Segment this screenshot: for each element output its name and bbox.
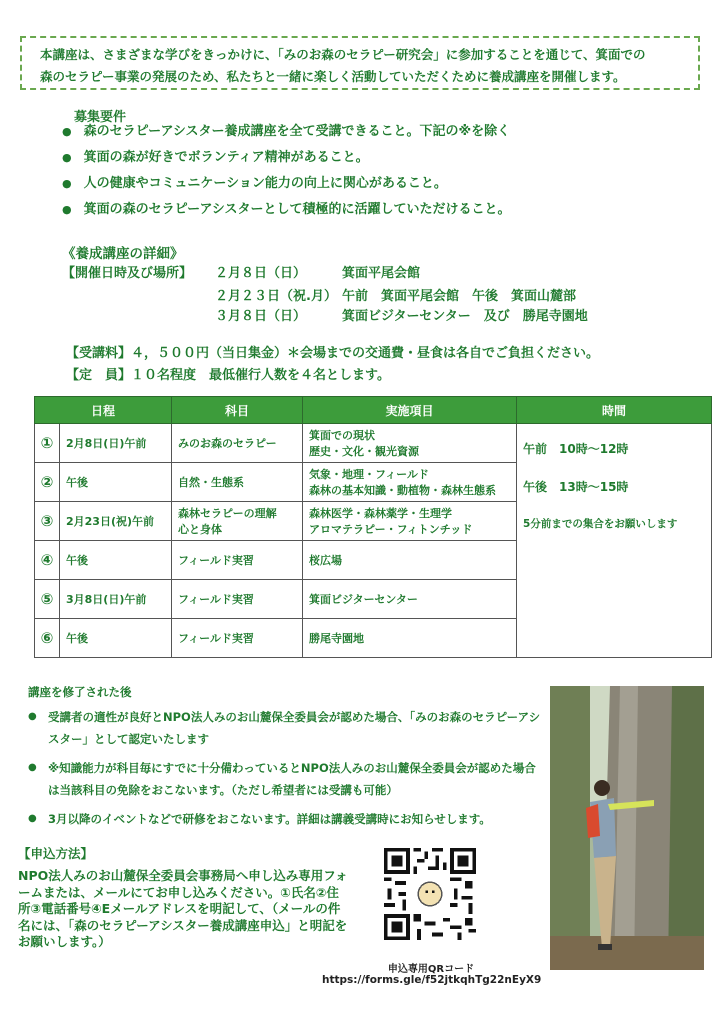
row-number: ①: [35, 424, 60, 463]
row-subject: フィールド実習: [172, 580, 303, 619]
intro-line-2: 森のセラピー事業の発展のため、私たちと一緒に楽しく活動していただくために養成講座を開催します。: [40, 69, 626, 84]
row-item: [303, 502, 517, 541]
requirements-list: [62, 122, 511, 226]
item-line: 箕面での現状: [309, 429, 376, 442]
item-line: 森林医学・森林薬学・生理学: [309, 507, 453, 520]
header-date: 日程: [35, 397, 172, 424]
fee-text: 【受講料】４，５００円（当日集金）＊会場までの交通費・昼食は各自でご負担ください。: [66, 346, 600, 361]
row-number: ④: [35, 541, 60, 580]
item-line: アロマテラピー・フィトンチッド: [309, 523, 473, 536]
time-pm: 午後 13時～15時: [523, 480, 629, 494]
row-date: 2月8日(日)午前: [60, 424, 172, 463]
row-date: 2月23日(祝)午前: [60, 502, 172, 541]
header-time: 時間: [517, 397, 712, 424]
forest-photo: [550, 686, 704, 970]
date-1: ２月８日（日）: [215, 266, 307, 281]
venue-label: 【開催日時及び場所】: [62, 266, 193, 281]
row-date: 午後: [60, 619, 172, 658]
item-line: 歴史・文化・観光資源: [309, 445, 420, 458]
intro-line-1: 本講座は、さまざまな学びをきっかけに、「みのお森のセラピー研究会」に参加することを通じて、箕面での: [40, 47, 646, 62]
row-item: 勝尾寺園地: [303, 619, 517, 658]
schedule-table: [34, 396, 712, 658]
header-item: 実施項目: [303, 397, 517, 424]
requirements-title: 募集要件: [74, 110, 127, 125]
subject-line: 心と身体: [178, 523, 223, 536]
row-subject: [172, 502, 303, 541]
apply-body: NPO法人みのお山麓保全委員会事務局へ申し込み専用フォームまたは、メールにてお申し込みください。①氏名②住所③電話番号④Eメールアドレスを明記して、（メールの件名には、「森のセラピーアシスター養成講座申込」と明記をお願いします。）: [18, 868, 348, 949]
place-3: 箕面ビジターセンター 及び 勝尾寺園地: [342, 309, 588, 324]
list-item: ● 3月以降のイベントなどで研修をおこないます。詳細は講義受講時にお知らせします。: [22, 808, 542, 830]
header-subject: 科目: [172, 397, 303, 424]
row-number: ⑥: [35, 619, 60, 658]
list-item: ● 箕面の森が好きでボランティア精神があること。: [62, 148, 511, 174]
row-date: 午後: [60, 463, 172, 502]
time-am: 午前 10時～12時: [523, 442, 629, 456]
table-row: [35, 424, 712, 463]
row-date: 3月8日(日)午前: [60, 580, 172, 619]
subject-line: 森林セラピーの理解: [178, 507, 277, 520]
date-2: ２月２３日（祝.月）: [215, 289, 337, 304]
details-title: 《養成講座の詳細》: [62, 246, 184, 262]
item-line: 気象・地理・フィールド: [309, 468, 429, 481]
list-item: ● 箕面の森のセラピーアシスターとして積極的に活躍していただけること。: [62, 200, 511, 226]
place-1: 箕面平尾会館: [342, 266, 421, 281]
row-date: 午後: [60, 541, 172, 580]
row-subject: フィールド実習: [172, 619, 303, 658]
qr-code[interactable]: [384, 848, 476, 940]
list-item: ● 人の健康やコミュニケーション能力の向上に関心があること。: [62, 174, 511, 200]
time-note: 5分前までの集合をお願いします: [523, 518, 678, 530]
form-url-link[interactable]: https://forms.gle/f52jtkqhTg22nEyX9: [322, 974, 542, 986]
row-number: ⑤: [35, 580, 60, 619]
table-header-row: [35, 397, 712, 424]
qr-label: 申込専用QRコード: [387, 964, 475, 975]
row-subject: みのお森のセラピー: [172, 424, 303, 463]
after-list: [22, 706, 542, 837]
row-item: 箕面ビジターセンター: [303, 580, 517, 619]
row-subject: 自然・生態系: [172, 463, 303, 502]
row-item: [303, 463, 517, 502]
row-item: [303, 424, 517, 463]
list-item: ● ※知識能力が科目毎にすでに十分備わっているとNPO法人みのお山麓保全委員会が認めた場合は当該科目の免除をおこないます。（ただし希望者には受講も可能）: [22, 757, 542, 801]
time-cell: [517, 424, 712, 658]
row-number: ②: [35, 463, 60, 502]
date-3: ３月８日（日）: [215, 309, 307, 324]
item-line: 森林の基本知識・動植物・森林生態系: [309, 484, 497, 497]
list-item: ● 受講者の適性が良好とNPO法人みのお山麓保全委員会が認めた場合、「みのお森のセラピーアシスター」として認定いたします: [22, 706, 542, 750]
row-item: 桜広場: [303, 541, 517, 580]
intro-box: [20, 36, 700, 90]
row-subject: フィールド実習: [172, 541, 303, 580]
after-title: 講座を修了された後: [28, 685, 132, 699]
capacity-text: 【定 員】１０名程度 最低催行人数を４名とします。: [66, 368, 390, 383]
list-item: ● 森のセラピーアシスター養成講座を全て受講できること。下記の※を除く: [62, 122, 511, 148]
apply-title: 【申込方法】: [18, 846, 94, 861]
place-2: 午前 箕面平尾会館 午後 箕面山麓部: [342, 289, 577, 304]
row-number: ③: [35, 502, 60, 541]
